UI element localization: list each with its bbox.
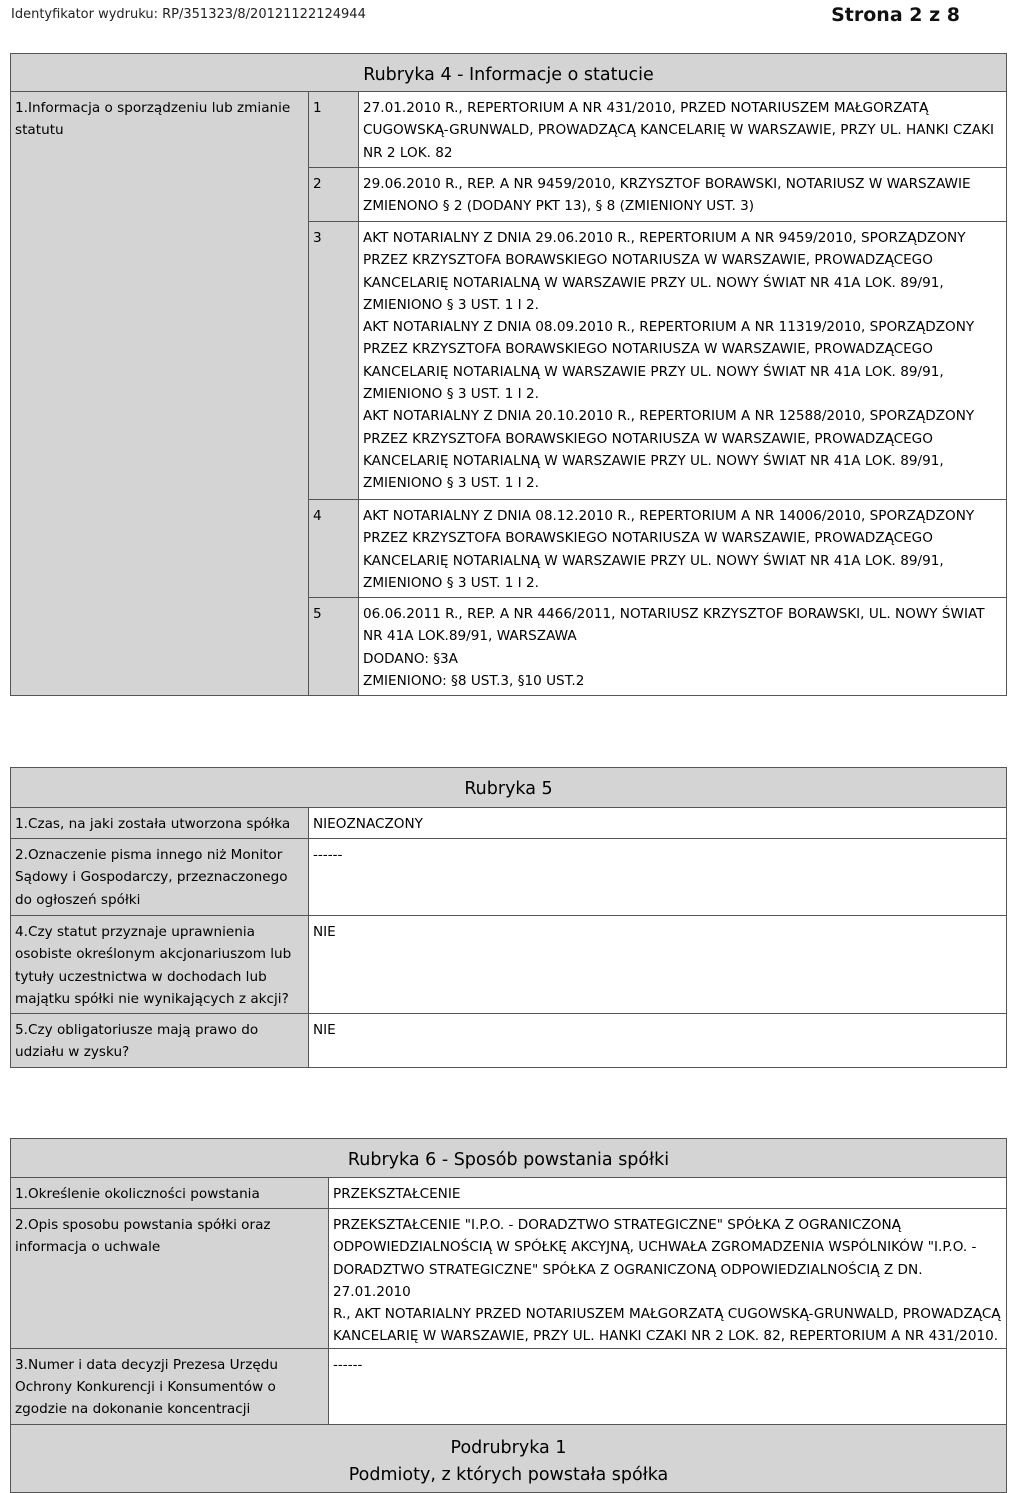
- entry-line: AKT NOTARIALNY Z DNIA 08.12.2010 R., REPERTORIUM A NR 14006/2010, SPORZĄDZONY: [363, 508, 975, 524]
- row-value: NIE: [309, 1014, 1007, 1068]
- entry-number: 5: [309, 598, 359, 696]
- entry-line: PRZEZ KRZYSZTOFA BORAWSKIEGO NOTARIUSZA W WARSZAWIE, PROWADZĄCEGO: [363, 252, 933, 269]
- entry-line: CUGOWSKĄ-GRUNWALD, PROWADZĄCĄ KANCELARIĘ W WARSZAWIE, PRZY UL. HANKI CZAKI: [363, 122, 994, 139]
- entry-line: KANCELARIĘ NOTARIALNĄ W WARSZAWIE PRZY UL. NOWY ŚWIAT NR 41A LOK. 89/91,: [363, 452, 944, 469]
- subsection-title: [11, 1424, 1007, 1492]
- entry-number: 1: [309, 92, 359, 168]
- row-label: 2.Oznaczenie pisma innego niż Monitor Sądowy i Gospodarczy, przeznaczonego do ogłoszeń spółki: [11, 839, 309, 916]
- value-line: PRZEKSZTAŁCENIE "I.P.O. - DORADZTWO STRATEGICZNE" SPÓŁKA Z OGRANICZONĄ: [333, 1217, 901, 1233]
- entry-line: ZMIENONO § 2 (DODANY PKT 13), § 8 (ZMIENIONY UST. 3): [363, 198, 755, 215]
- entry-line: AKT NOTARIALNY Z DNIA 08.09.2010 R., REPERTORIUM A NR 11319/2010, SPORZĄDZONY: [363, 319, 975, 336]
- statute-info-label: 1.Informacja o sporządzeniu lub zmianie statutu: [11, 92, 309, 696]
- entry-line: KANCELARIĘ NOTARIALNĄ W WARSZAWIE PRZY UL. NOWY ŚWIAT NR 41A LOK. 89/91,: [363, 363, 944, 380]
- entry-line: 06.06.2011 R., REP. A NR 4466/2011, NOTARIUSZ KRZYSZTOF BORAWSKI, UL. NOWY ŚWIAT: [363, 606, 985, 622]
- rubryka-5-table: [10, 767, 1007, 1068]
- entry-line: DODANO: §3A: [363, 650, 458, 667]
- entry-line: KANCELARIĘ NOTARIALNĄ W WARSZAWIE PRZY UL. NOWY ŚWIAT NR 41A LOK. 89/91,: [363, 552, 944, 569]
- entry-line: PRZEZ KRZYSZTOFA BORAWSKIEGO NOTARIUSZA W WARSZAWIE, PROWADZĄCEGO: [363, 530, 933, 547]
- entry-number: 3: [309, 222, 359, 500]
- rubryka-4-title: Rubryka 4 - Informacje o statucie: [11, 54, 1007, 92]
- row-label: 4.Czy statut przyznaje uprawnienia osobiste określonym akcjonariuszom lub tytuły uczestnictwa w dochodach lub majątku spółki nie wynikających z akcji?: [11, 916, 309, 1014]
- value-line: DORADZTWO STRATEGICZNE" SPÓŁKA Z OGRANICZONĄ ODPOWIEDZIALNOŚCIĄ Z DN. 27.01.2010: [333, 1261, 923, 1300]
- entry-line: PRZEZ KRZYSZTOFA BORAWSKIEGO NOTARIUSZA W WARSZAWIE, PROWADZĄCEGO: [363, 341, 933, 358]
- row-value: ------: [329, 1348, 1007, 1424]
- row-value: NIE: [309, 916, 1007, 1014]
- rubryka-5-title: Rubryka 5: [11, 768, 1007, 808]
- entry-line: 27.01.2010 R., REPERTORIUM A NR 431/2010, PRZED NOTARIUSZEM MAŁGORZATĄ: [363, 100, 929, 116]
- entry-text: [359, 222, 1007, 500]
- entry-line: NR 41A LOK.89/91, WARSZAWA: [363, 628, 577, 645]
- print-identifier: Identyfikator wydruku: RP/351323/8/20121122124944: [11, 7, 366, 22]
- row-label: 5.Czy obligatoriusze mają prawo do udziału w zysku?: [11, 1014, 309, 1068]
- entry-number: 4: [309, 500, 359, 598]
- subsection-title-line: Podrubryka 1: [450, 1437, 567, 1458]
- row-value: NIEOZNACZONY: [309, 808, 1007, 839]
- entry-line: 29.06.2010 R., REP. A NR 9459/2010, KRZYSZTOF BORAWSKI, NOTARIUSZ W WARSZAWIE: [363, 176, 971, 192]
- entry-line: ZMIENIONO: §8 UST.3, §10 UST.2: [363, 672, 585, 689]
- entry-text: [359, 500, 1007, 598]
- entry-number: 2: [309, 168, 359, 222]
- entry-line: AKT NOTARIALNY Z DNIA 29.06.2010 R., REPERTORIUM A NR 9459/2010, SPORZĄDZONY: [363, 230, 966, 246]
- entry-line: PRZEZ KRZYSZTOFA BORAWSKIEGO NOTARIUSZA W WARSZAWIE, PROWADZĄCEGO: [363, 430, 933, 447]
- subsection-subtitle-line: Podmioty, z których powstała spółka: [348, 1464, 669, 1485]
- row-value: [329, 1209, 1007, 1349]
- row-label: 2.Opis sposobu powstania spółki oraz informacja o uchwale: [11, 1209, 329, 1349]
- page-number: Strona 2 z 8: [831, 4, 960, 26]
- value-line: R., AKT NOTARIALNY PRZED NOTARIUSZEM MAŁGORZATĄ CUGOWSKĄ-GRUNWALD, PROWADZĄCĄ: [333, 1306, 1001, 1323]
- row-label: 1.Czas, na jaki została utworzona spółka: [11, 808, 309, 839]
- entry-text: [359, 92, 1007, 168]
- entry-text: [359, 168, 1007, 222]
- entry-line: NR 2 LOK. 82: [363, 144, 453, 161]
- row-value: PRZEKSZTAŁCENIE: [329, 1178, 1007, 1209]
- rubryka-4-table: [10, 53, 1007, 696]
- entry-line: ZMIENIONO § 3 UST. 1 I 2.: [363, 386, 539, 403]
- entry-line: ZMIENIONO § 3 UST. 1 I 2.: [363, 574, 539, 591]
- entry-line: AKT NOTARIALNY Z DNIA 20.10.2010 R., REPERTORIUM A NR 12588/2010, SPORZĄDZONY: [363, 408, 975, 425]
- value-line: ODPOWIEDZIALNOŚCIĄ W SPÓŁKĘ AKCYJNĄ, UCHWAŁA ZGROMADZENIA WSPÓLNIKÓW "I.P.O. -: [333, 1239, 977, 1256]
- row-label: 1.Określenie okoliczności powstania: [11, 1178, 329, 1209]
- entry-line: ZMIENIONO § 3 UST. 1 I 2.: [363, 475, 539, 492]
- entry-line: KANCELARIĘ NOTARIALNĄ W WARSZAWIE PRZY UL. NOWY ŚWIAT NR 41A LOK. 89/91,: [363, 274, 944, 291]
- row-label: 3.Numer i data decyzji Prezesa Urzędu Ochrony Konkurencji i Konsumentów o zgodzie na dokonanie koncentracji: [11, 1348, 329, 1424]
- entry-text: [359, 598, 1007, 696]
- value-line: KANCELARIĘ W WARSZAWIE, PRZY UL. HANKI CZAKI NR 2 LOK. 82, REPERTORIUM A NR 431/2010.: [333, 1328, 999, 1345]
- entry-line: ZMIENIONO § 3 UST. 1 I 2.: [363, 296, 539, 313]
- rubryka-6-title: Rubryka 6 - Sposób powstania spółki: [11, 1139, 1007, 1178]
- rubryka-6-table: [10, 1138, 1007, 1493]
- row-value: ------: [309, 839, 1007, 916]
